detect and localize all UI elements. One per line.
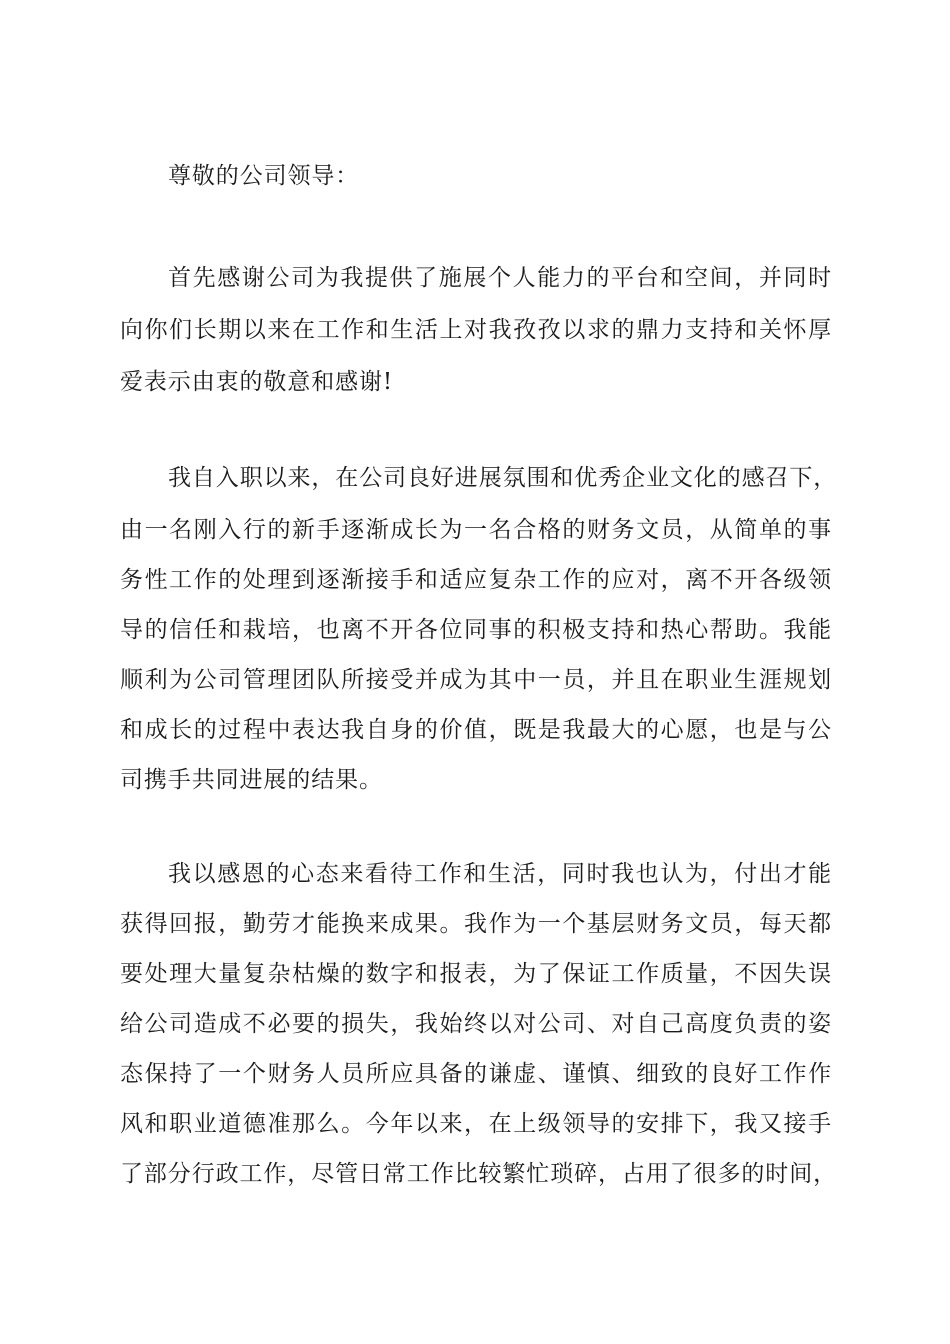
paragraph-1-line-2: 向你们长期以来在工作和生活上对我孜孜以求的鼎力支持和关怀厚 <box>120 317 832 343</box>
paragraph-3-line-5: 态保持了一个财务人员所应具备的谦虚、谨慎、细致的良好工作作 <box>120 1061 832 1087</box>
paragraph-2-line-6: 和成长的过程中表达我自身的价值，既是我最大的心愿，也是与公 <box>120 717 832 743</box>
paragraph-3-line-3: 要处理大量复杂枯燥的数字和报表，为了保证工作质量，不因失误 <box>120 961 832 987</box>
paragraph-2-line-7: 司携手共同进展的结果。 <box>120 767 383 793</box>
paragraph-3-line-4: 给公司造成不必要的损失，我始终以对公司、对自己高度负责的姿 <box>120 1011 832 1037</box>
paragraph-2-line-4: 导的信任和栽培，也离不开各位同事的积极支持和热心帮助。我能 <box>120 617 832 643</box>
paragraph-3-line-1: 我以感恩的心态来看待工作和生活，同时我也认为，付出才能 <box>168 861 832 887</box>
paragraph-1-line-1: 首先感谢公司为我提供了施展个人能力的平台和空间，并同时 <box>168 265 832 291</box>
paragraph-2-line-2: 由一名刚入行的新手逐渐成长为一名合格的财务文员，从简单的事 <box>120 517 832 543</box>
paragraph-2-line-3: 务性工作的处理到逐渐接手和适应复杂工作的应对，离不开各级领 <box>120 567 832 593</box>
paragraph-3-line-6: 风和职业道德准那么。今年以来，在上级领导的安排下，我又接手 <box>120 1111 832 1137</box>
paragraph-1-line-3: 爱表示由衷的敬意和感谢! <box>120 369 394 395</box>
salutation: 尊敬的公司领导： <box>168 163 360 189</box>
paragraph-3-line-2: 获得回报，勤劳才能换来成果。我作为一个基层财务文员，每天都 <box>120 911 832 937</box>
paragraph-2-line-1: 我自入职以来，在公司良好进展氛围和优秀企业文化的感召下， <box>168 465 838 491</box>
paragraph-2-line-5: 顺利为公司管理团队所接受并成为其中一员，并且在职业生涯规划 <box>120 667 832 693</box>
paragraph-3-line-7: 了部分行政工作，尽管日常工作比较繁忙琐碎，占用了很多的时间， <box>120 1161 837 1187</box>
